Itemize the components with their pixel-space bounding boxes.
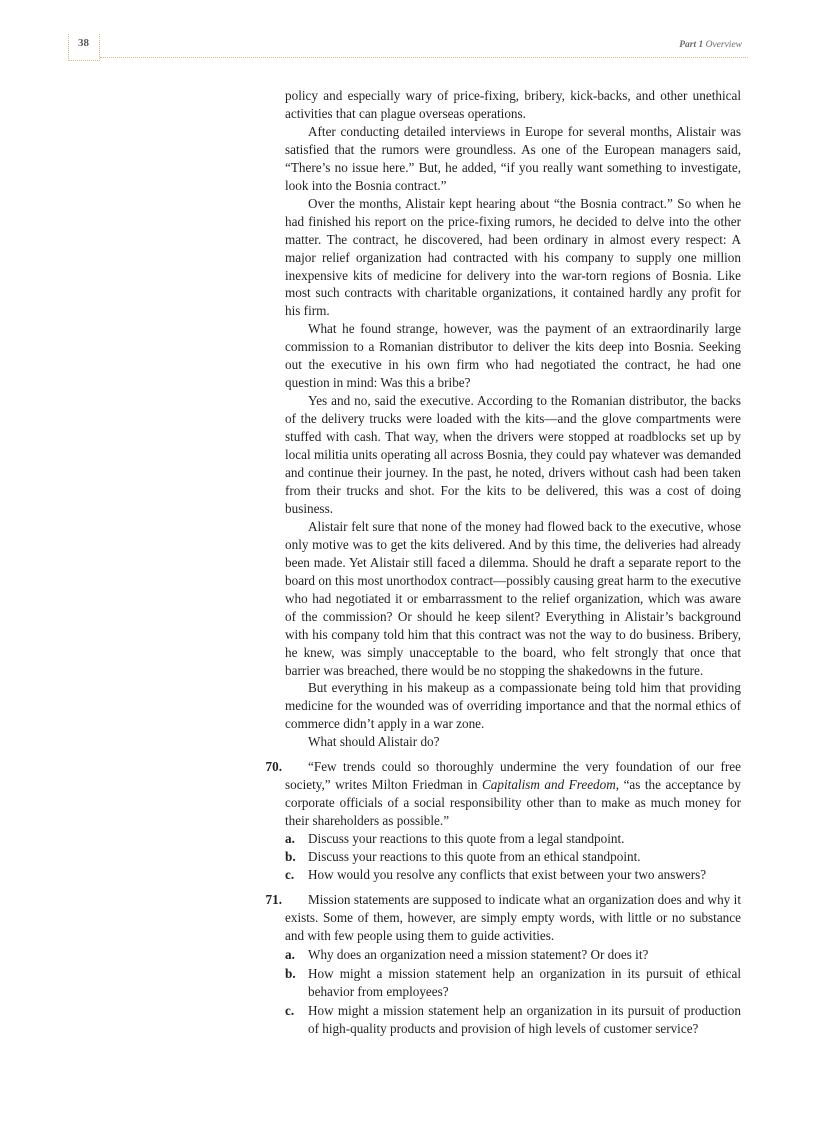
sub-question-letter: a. bbox=[285, 946, 295, 962]
sub-question bbox=[285, 1002, 741, 1038]
sub-question bbox=[285, 946, 741, 964]
sub-question bbox=[285, 965, 741, 1001]
sub-question-text: How might a mission statement help an organization in its pursuit of production of high-quality products and provision of high levels of customer service? bbox=[308, 1002, 741, 1036]
question-number: 70. bbox=[265, 759, 282, 775]
sub-question bbox=[285, 866, 741, 884]
sub-question-letter: c. bbox=[285, 1002, 295, 1018]
part-label: Part 1 bbox=[679, 40, 704, 50]
sub-question bbox=[285, 830, 741, 848]
sub-question-text: How might a mission statement help an organization in its pursuit of ethical behavior from employees? bbox=[308, 965, 741, 999]
sub-question bbox=[285, 848, 741, 866]
case-paragraph: policy and especially wary of price-fixing, bribery, kick-backs, and other unethical activities that can plague overseas operations. bbox=[285, 88, 741, 121]
page-number: 38 bbox=[78, 37, 89, 49]
question-text bbox=[285, 758, 741, 830]
question-number: 71. bbox=[265, 891, 282, 907]
sub-question-text: How would you resolve any conflicts that exist between your two answers? bbox=[308, 866, 707, 882]
running-head bbox=[679, 40, 742, 50]
case-paragraph: Alistair felt sure that none of the money had flowed back to the executive, whose only motive was to get the kits delivered. And by this time, the deliveries had already been made. Yet Alistair still faced a dilemma. Should he draft a separate report to the board on this most unorthodox contract—possibly causing great harm to the executive who had negotiated it or embarrassment to the relief organization, which was aware of the commission? Or should he keep silent? Everything in Alistair’s background with his company told him that this contract was not the way to do business. Bribery, he knew, was simply unacceptable to the board, who felt strongly that once that barrier was breached, there would be no stopping the shakedowns in the future. bbox=[285, 518, 741, 678]
question-text-part: “Few trends could so thoroughly undermine the very foundation of our free society,” writes Milton Friedman in bbox=[285, 759, 741, 793]
book-title: Capitalism and Freedom bbox=[482, 777, 616, 793]
case-paragraph: Yes and no, said the executive. According to the Romanian distributor, the backs of the delivery trucks were loaded with the kits—and the glove compartments were stuffed with cash. That way, when the drivers were stopped at roadblocks set up by local militia units operating all across Bosnia, they could pay whatever was demanded and continue their journey. In the past, he noted, drivers without cash had been taken from their trucks and shot. For the kits to be delivered, this was a cost of doing business. bbox=[285, 393, 741, 516]
sub-question-text: Discuss your reactions to this quote from a legal standpoint. bbox=[308, 831, 625, 847]
case-paragraph: What should Alistair do? bbox=[308, 734, 440, 750]
case-paragraph: Over the months, Alistair kept hearing about “the Bosnia contract.” So when he had finished his report on the price-fixing rumors, he decided to delve into the other matter. The contract, he discovered, had been ordinary in almost every respect: A major relief organization had contracted with his company to supply one million inexpensive kits of medicine for delivery into the war-torn regions of Bosnia. Like most such contracts with charitable organizations, it contained hardly any profit for his firm. bbox=[285, 195, 741, 319]
question-71 bbox=[265, 891, 741, 1038]
sub-question-text: Why does an organization need a mission statement? Or does it? bbox=[308, 946, 649, 962]
case-paragraph: But everything in his makeup as a compassionate being told him that providing medicine for the wounded was of overriding importance and that the normal ethics of commerce didn’t apply in a war zone. bbox=[285, 680, 741, 732]
sub-question-text: Discuss your reactions to this quote from an ethical standpoint. bbox=[308, 849, 641, 865]
section-label: Overview bbox=[705, 40, 742, 50]
case-paragraph: After conducting detailed interviews in Europe for several months, Alistair was satisfied that the rumors were groundless. As one of the European managers said, “There’s no issue here.” But, he added, “if you really want something to investigate, look into the Bosnia contract.” bbox=[285, 123, 741, 193]
question-text-part: , “as the acceptance by corporate officials of a social responsibility other than to make as much money for their shareholders as possible.” bbox=[285, 777, 741, 829]
case-paragraph: What he found strange, however, was the payment of an extraordinarily large commission to a Romanian distributor to deliver the kits deep into Bosnia. Seeking out the executive in his own firm who had negotiated the contract, he had one question in mind: Was this a bribe? bbox=[285, 321, 741, 391]
page-content bbox=[265, 87, 741, 1038]
question-70 bbox=[265, 758, 741, 884]
sub-question-letter: a. bbox=[285, 831, 295, 847]
header-rule bbox=[100, 57, 748, 58]
question-text: Mission statements are supposed to indicate what an organization does and why it exists. Some of them, however, are simply empty words, with little or no substance and with few people using them to guide activities. bbox=[285, 891, 741, 943]
sub-question-letter: c. bbox=[285, 866, 295, 882]
sub-question-letter: b. bbox=[285, 849, 296, 865]
sub-question-letter: b. bbox=[285, 965, 296, 981]
